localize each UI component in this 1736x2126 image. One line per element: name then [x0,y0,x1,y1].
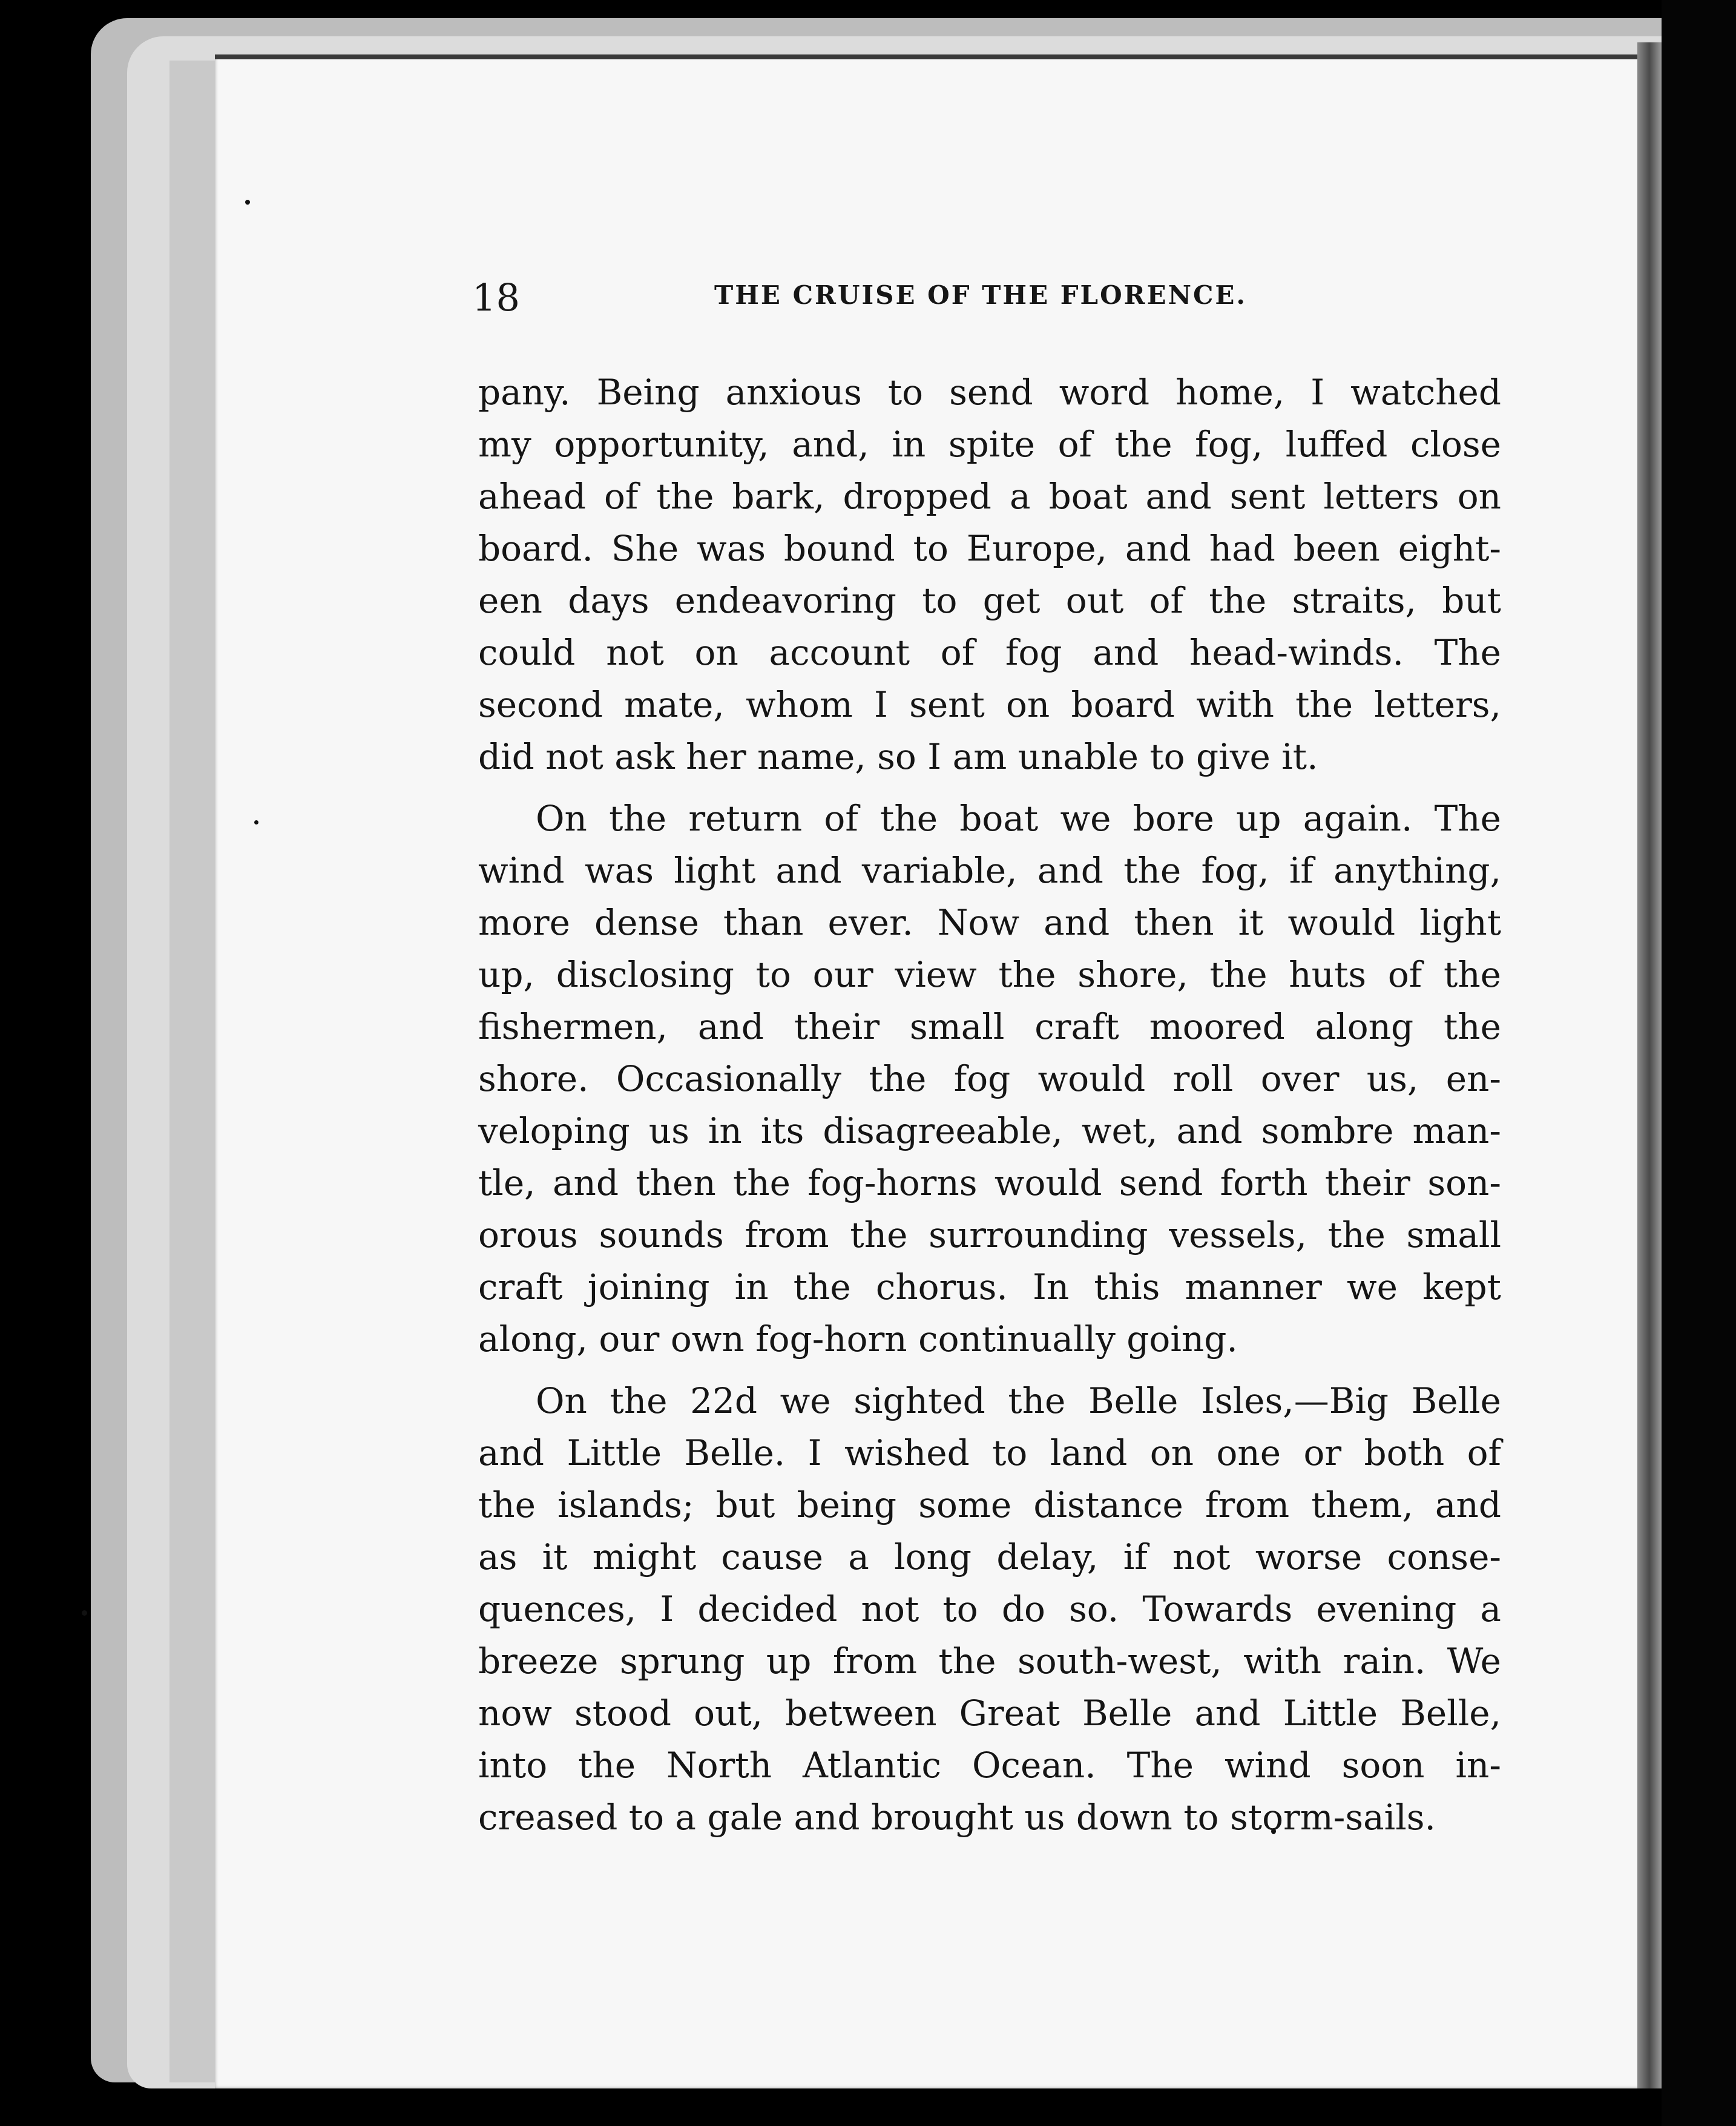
text-line: orous sounds from the surrounding vessels, the small [478,1214,1501,1256]
text-line: more dense than ever. Now and then it would light [478,902,1501,943]
page-number: 18 [472,275,520,320]
running-head [472,275,1525,324]
text-line: the islands; but being some distance from them, and [478,1484,1501,1525]
text-line: On the return of the boat we bore up again. The [536,798,1501,839]
text-line: breeze sprung up from the south-west, with rain. We [478,1641,1501,1682]
book-gutter [1637,42,1662,2088]
text-line: second mate, whom I sent on board with the letters, [478,684,1501,725]
text-line: shore. Occasionally the fog would roll over us, en- [478,1058,1501,1099]
paragraph [478,792,1501,1365]
text-line: as it might cause a long delay, if not worse conse- [478,1536,1501,1578]
text-line: along, our own fog-horn continually going. [478,1318,1238,1360]
text-line: wind was light and variable, and the fog, if anything, [478,850,1501,891]
text-line: up, disclosing to our view the shore, the huts of the [478,954,1501,995]
text-line: board. She was bound to Europe, and had been eight- [478,528,1501,569]
text-line: tle, and then the fog-horns would send forth their son- [478,1162,1501,1203]
dust-speck [245,200,250,205]
text-line: could not on account of fog and head-winds. The [478,632,1501,673]
text-line: On the 22d we sighted the Belle Isles,—Big Belle [536,1380,1501,1421]
text-line: fishermen, and their small craft moored along the [478,1006,1501,1047]
text-line: into the North Atlantic Ocean. The wind soon in- [478,1745,1501,1786]
text-line: veloping us in its disagreeable, wet, and sombre man- [478,1110,1501,1151]
text-line: now stood out, between Great Belle and Little Belle, [478,1693,1501,1734]
text-line: and Little Belle. I wished to land on one or both of [478,1432,1501,1473]
scan-background [1662,0,1736,2126]
text-line: my opportunity, and, in spite of the fog, luffed close [478,424,1501,465]
text-line: ahead of the bark, dropped a boat and sent letters on [478,476,1501,517]
text-line: pany. Being anxious to send word home, I watched [478,372,1501,413]
dust-speck [82,1610,87,1616]
body-text [478,366,1501,1853]
text-line: creased to a gale and brought us down to storm-sails. [478,1797,1436,1838]
text-line: een days endeavoring to get out of the straits, but [478,580,1501,621]
text-line: craft joining in the chorus. In this manner we kept [478,1266,1501,1308]
text-line: did not ask her name, so I am unable to give it. [478,736,1318,777]
text-line: quences, I decided not to do so. Towards evening a [478,1588,1501,1630]
paragraph [478,1375,1501,1843]
running-head-title: THE CRUISE OF THE FLORENCE. [714,280,1248,310]
dust-speck [254,820,258,824]
paragraph [478,366,1501,783]
